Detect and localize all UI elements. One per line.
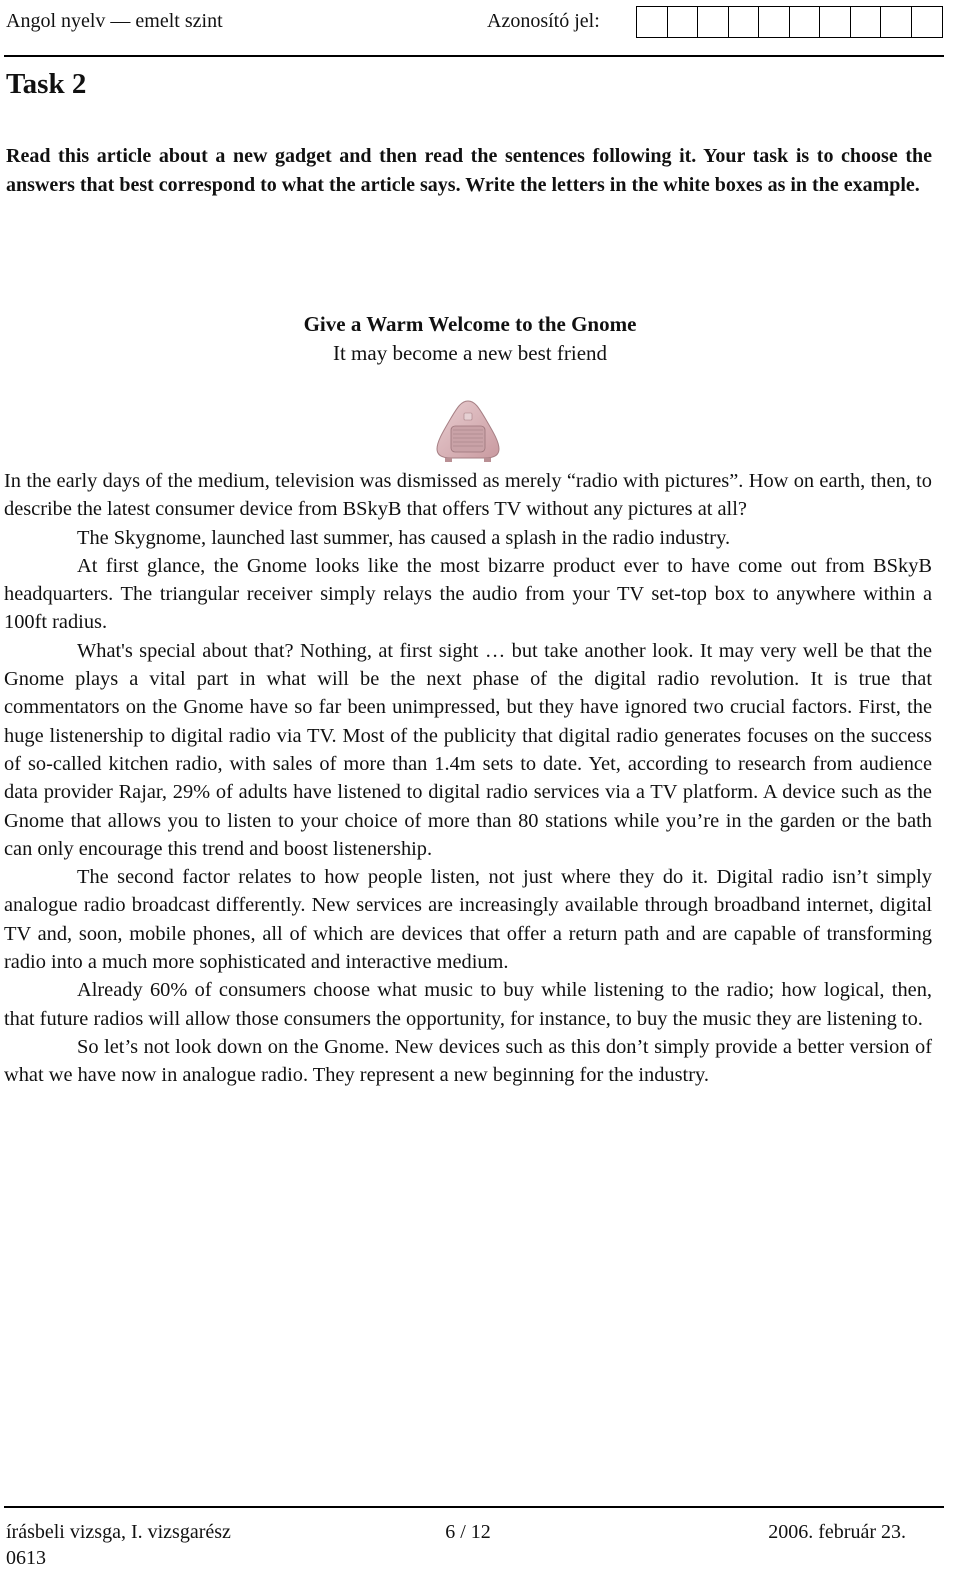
id-digit-box[interactable] — [851, 7, 882, 37]
id-digit-box[interactable] — [729, 7, 760, 37]
footer-exam-part: írásbeli vizsga, I. vizsgarész — [6, 1521, 231, 1543]
gnome-device-image — [431, 398, 505, 464]
article-paragraph: So let’s not look down on the Gnome. New devices such as this don’t simply provide a better version of what we have now in analogue radio. They represent a new beginning for the industry. — [4, 1035, 932, 1087]
id-digit-box[interactable] — [668, 7, 699, 37]
id-label: Azonosító jel: — [487, 10, 600, 32]
exam-code: 0613 — [6, 1547, 46, 1569]
id-digit-box[interactable] — [912, 7, 943, 37]
article-paragraph: The second factor relates to how people listen, not just where they do it. Digital radio isn’t simply analogue radio broadcast differently. New services are increasingly available through broadband internet, digital TV and, soon, mobile phones, all of which are devices that offer a return path and are capable of transforming radio into a much more sophisticated and interactive medium. — [4, 866, 932, 974]
id-digit-box[interactable] — [759, 7, 790, 37]
article-paragraph: In the early days of the medium, television was dismissed as merely “radio with pictures”. How on earth, then, to describe the latest consumer device from BSkyB that offers TV without any pictures at all? — [4, 470, 932, 521]
article-body — [4, 467, 932, 1090]
article-subtitle: It may become a new best friend — [332, 341, 608, 365]
id-digit-box[interactable] — [637, 7, 668, 37]
task-title: Task 2 — [6, 68, 87, 100]
article-title: Give a Warm Welcome to the Gnome — [303, 312, 637, 336]
header-divider — [4, 55, 944, 57]
exam-subject: Angol nyelv — emelt szint — [6, 10, 223, 32]
task-instructions: Read this article about a new gadget and then read the sentences following it. Your task is to choose the answers that best correspond to what the article says. Write the letters in the white boxes as in the example. — [6, 145, 932, 196]
exam-date: 2006. február 23. — [768, 1521, 906, 1543]
id-digit-box[interactable] — [698, 7, 729, 37]
id-boxes[interactable] — [636, 6, 943, 38]
page-number: 6 / 12 — [445, 1521, 491, 1543]
article-paragraph: What's special about that? Nothing, at first sight … but take another look. It may very well be that the Gnome plays a vital part in what will be the next phase of the digital radio revolution. It is true that commentators on the Gnome have so far been unimpressed, but they have ignored two crucial factors. First, the huge listenership to digital radio via TV. Most of the publicity that digital radio generates focuses on the success of so-called kitchen radio, with sales of more than 1.4m sets to date. Yet, according to research from audience data provider Rajar, 29% of adults have listened to digital radio services via a TV platform. A device such as the Gnome that allows you to listen to your choice of more than 80 stations while you’re in the garden or the bath can only encourage this trend and boost listenership. — [4, 639, 932, 860]
article-paragraph: Already 60% of consumers choose what music to buy while listening to the radio; how logical, then, that future radios will allow those consumers the opportunity, for instance, to buy the music they are listening to. — [4, 979, 932, 1030]
id-digit-box[interactable] — [820, 7, 851, 37]
article-paragraph: The Skygnome, launched last summer, has caused a splash in the radio industry. — [77, 526, 731, 549]
article-paragraph: At first glance, the Gnome looks like the most bizarre product ever to have come out from BSkyB headquarters. The triangular receiver simply relays the audio from your TV set-top box to anywhere within a 100ft radius. — [4, 554, 932, 634]
id-digit-box[interactable] — [881, 7, 912, 37]
id-digit-box[interactable] — [790, 7, 821, 37]
page-header — [0, 0, 960, 58]
footer-divider — [4, 1506, 944, 1508]
